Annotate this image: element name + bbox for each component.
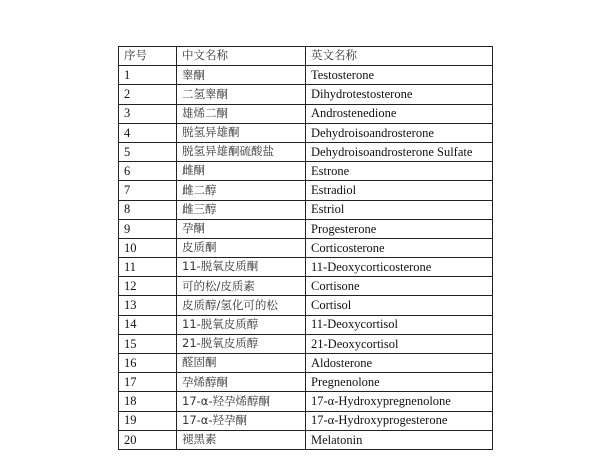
row-english-name: Estrone bbox=[306, 162, 493, 181]
row-index: 9 bbox=[119, 219, 177, 238]
row-index: 8 bbox=[119, 200, 177, 219]
row-chinese-name: 二氢睾酮 bbox=[177, 85, 306, 104]
row-chinese-name: 11-脱氧皮质醇 bbox=[177, 315, 306, 334]
row-chinese-name: 脱氢异雄酮 bbox=[177, 123, 306, 142]
row-english-name: Dihydrotestosterone bbox=[306, 85, 493, 104]
row-index: 7 bbox=[119, 181, 177, 200]
table-row bbox=[119, 277, 493, 296]
row-english-name: 21-Deoxycortisol bbox=[306, 334, 493, 353]
row-english-name: 11-Deoxycortisol bbox=[306, 315, 493, 334]
header-english-name: 英文名称 bbox=[306, 47, 493, 66]
row-chinese-name: 皮质醇/氢化可的松 bbox=[177, 296, 306, 315]
table-row bbox=[119, 181, 493, 200]
row-chinese-name: 雄烯二酮 bbox=[177, 104, 306, 123]
table-row bbox=[119, 392, 493, 411]
row-english-name: 11-Deoxycorticosterone bbox=[306, 258, 493, 277]
row-chinese-name: 11-脱氧皮质酮 bbox=[177, 258, 306, 277]
row-index: 5 bbox=[119, 142, 177, 161]
table-row bbox=[119, 123, 493, 142]
row-index: 15 bbox=[119, 334, 177, 353]
table-row bbox=[119, 238, 493, 257]
row-chinese-name: 褪黑素 bbox=[177, 430, 306, 449]
row-chinese-name: 孕酮 bbox=[177, 219, 306, 238]
row-english-name: Aldosterone bbox=[306, 354, 493, 373]
table-header-row bbox=[119, 47, 493, 66]
row-english-name: Corticosterone bbox=[306, 238, 493, 257]
row-index: 14 bbox=[119, 315, 177, 334]
row-english-name: Estradiol bbox=[306, 181, 493, 200]
row-index: 2 bbox=[119, 85, 177, 104]
row-english-name: 17-α-Hydroxypregnenolone bbox=[306, 392, 493, 411]
table-row bbox=[119, 200, 493, 219]
table-row bbox=[119, 430, 493, 449]
table-row bbox=[119, 354, 493, 373]
row-index: 17 bbox=[119, 373, 177, 392]
row-index: 3 bbox=[119, 104, 177, 123]
row-english-name: Pregnenolone bbox=[306, 373, 493, 392]
row-english-name: Dehydroisoandrosterone bbox=[306, 123, 493, 142]
row-index: 19 bbox=[119, 411, 177, 430]
table-row bbox=[119, 258, 493, 277]
hormone-table bbox=[118, 46, 493, 450]
row-chinese-name: 21-脱氧皮质醇 bbox=[177, 334, 306, 353]
table-row bbox=[119, 315, 493, 334]
row-index: 10 bbox=[119, 238, 177, 257]
row-english-name: 17-α-Hydroxyprogesterone bbox=[306, 411, 493, 430]
row-chinese-name: 17-α-羟孕烯醇酮 bbox=[177, 392, 306, 411]
row-index: 16 bbox=[119, 354, 177, 373]
row-english-name: Androstenedione bbox=[306, 104, 493, 123]
table-row bbox=[119, 85, 493, 104]
row-index: 11 bbox=[119, 258, 177, 277]
table-row bbox=[119, 66, 493, 85]
row-chinese-name: 脱氢异雄酮硫酸盐 bbox=[177, 142, 306, 161]
table-row bbox=[119, 162, 493, 181]
row-chinese-name: 可的松/皮质素 bbox=[177, 277, 306, 296]
row-index: 4 bbox=[119, 123, 177, 142]
row-english-name: Cortisone bbox=[306, 277, 493, 296]
row-chinese-name: 雌三醇 bbox=[177, 200, 306, 219]
row-index: 12 bbox=[119, 277, 177, 296]
row-chinese-name: 醛固酮 bbox=[177, 354, 306, 373]
table-row bbox=[119, 411, 493, 430]
table-row bbox=[119, 296, 493, 315]
table-row bbox=[119, 104, 493, 123]
header-index: 序号 bbox=[119, 47, 177, 66]
row-english-name: Dehydroisoandrosterone Sulfate bbox=[306, 142, 493, 161]
table-row bbox=[119, 373, 493, 392]
header-chinese-name: 中文名称 bbox=[177, 47, 306, 66]
row-chinese-name: 皮质酮 bbox=[177, 238, 306, 257]
row-english-name: Testosterone bbox=[306, 66, 493, 85]
row-index: 13 bbox=[119, 296, 177, 315]
row-english-name: Melatonin bbox=[306, 430, 493, 449]
row-english-name: Estriol bbox=[306, 200, 493, 219]
row-english-name: Cortisol bbox=[306, 296, 493, 315]
row-chinese-name: 孕烯醇酮 bbox=[177, 373, 306, 392]
row-index: 20 bbox=[119, 430, 177, 449]
row-chinese-name: 睾酮 bbox=[177, 66, 306, 85]
row-english-name: Progesterone bbox=[306, 219, 493, 238]
row-index: 1 bbox=[119, 66, 177, 85]
table-row bbox=[119, 219, 493, 238]
row-index: 6 bbox=[119, 162, 177, 181]
row-index: 18 bbox=[119, 392, 177, 411]
table-row bbox=[119, 334, 493, 353]
row-chinese-name: 17-α-羟孕酮 bbox=[177, 411, 306, 430]
row-chinese-name: 雌二醇 bbox=[177, 181, 306, 200]
row-chinese-name: 雌酮 bbox=[177, 162, 306, 181]
table-row bbox=[119, 142, 493, 161]
